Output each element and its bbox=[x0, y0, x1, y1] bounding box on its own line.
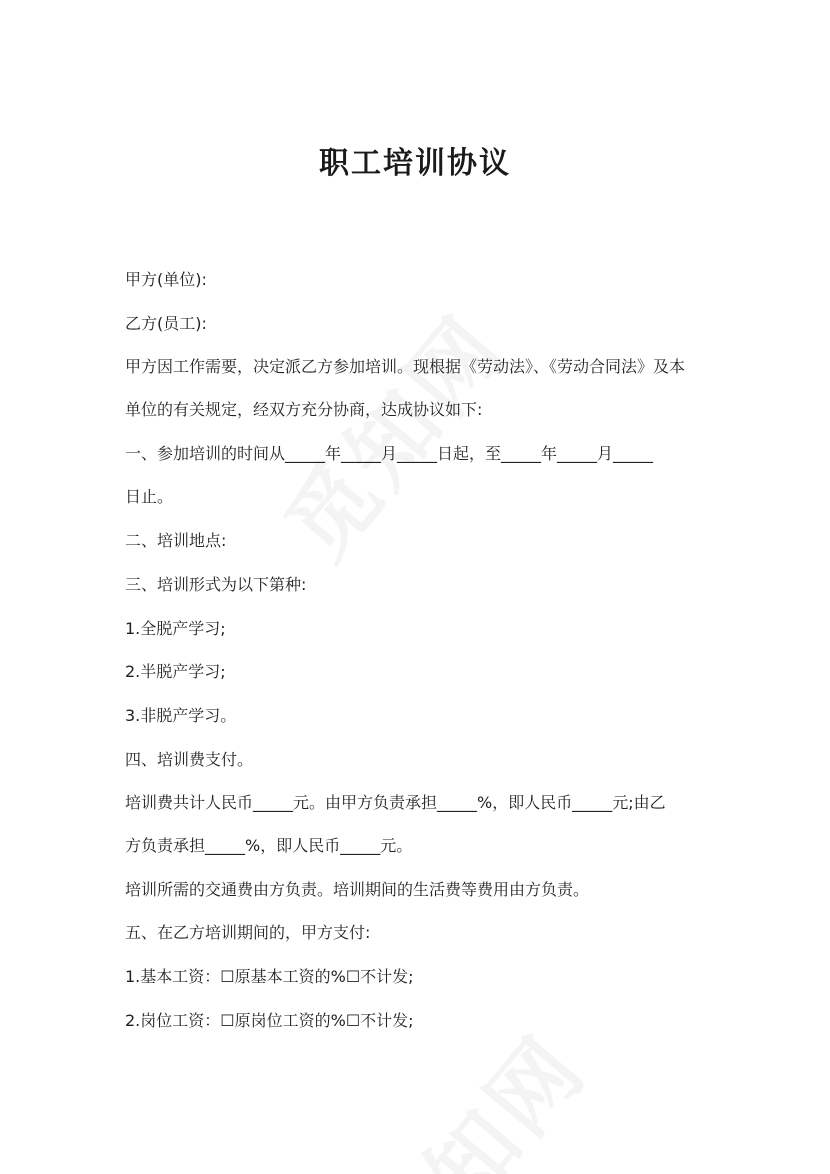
clause-2-line: 二、培训地点: bbox=[125, 531, 227, 550]
party-b-line: 乙方(员工): bbox=[125, 314, 207, 333]
document-title: 职工培训协议 bbox=[319, 146, 511, 181]
clause-4-detail-line-3: 培训所需的交通费由方负责。培训期间的生活费等费用由方负责。 bbox=[125, 880, 590, 899]
clause-4-detail-line-1: 培训费共计人民币_____元。由甲方负责承担_____%，即人民币_____元;由乙 bbox=[125, 793, 666, 812]
clause-3-option-1: 1.全脱产学习; bbox=[125, 619, 226, 638]
clause-3-line: 三、培训形式为以下第种: bbox=[125, 575, 307, 594]
clause-5-line: 五、在乙方培训期间的，甲方支付: bbox=[125, 923, 371, 942]
clause-3-option-3: 3.非脱产学习。 bbox=[125, 706, 237, 725]
clause-5-item-1: 1.基本工资：☐原基本工资的%☐不计发; bbox=[125, 967, 414, 986]
clause-3-option-2: 2.半脱产学习; bbox=[125, 662, 226, 681]
clause-1-line-2: 日止。 bbox=[125, 487, 174, 506]
clause-4-line: 四、培训费支付。 bbox=[125, 750, 254, 769]
preamble-line-2: 单位的有关规定，经双方充分协商，达成协议如下: bbox=[125, 400, 483, 419]
watermark bbox=[252, 284, 530, 581]
clause-4-detail-line-2: 方负责承担_____%，即人民币_____元。 bbox=[125, 836, 413, 855]
preamble-line-1: 甲方因工作需要，决定派乙方参加培训。现根据《劳动法》、《劳动合同法》及本 bbox=[125, 357, 686, 376]
party-a-line: 甲方(单位): bbox=[125, 270, 207, 289]
clause-5-item-2: 2.岗位工资：☐原岗位工资的%☐不计发; bbox=[125, 1011, 414, 1030]
clause-1-line-1: 一、参加培训的时间从_____年_____月_____日起，至_____年_____月_____ bbox=[125, 444, 654, 463]
